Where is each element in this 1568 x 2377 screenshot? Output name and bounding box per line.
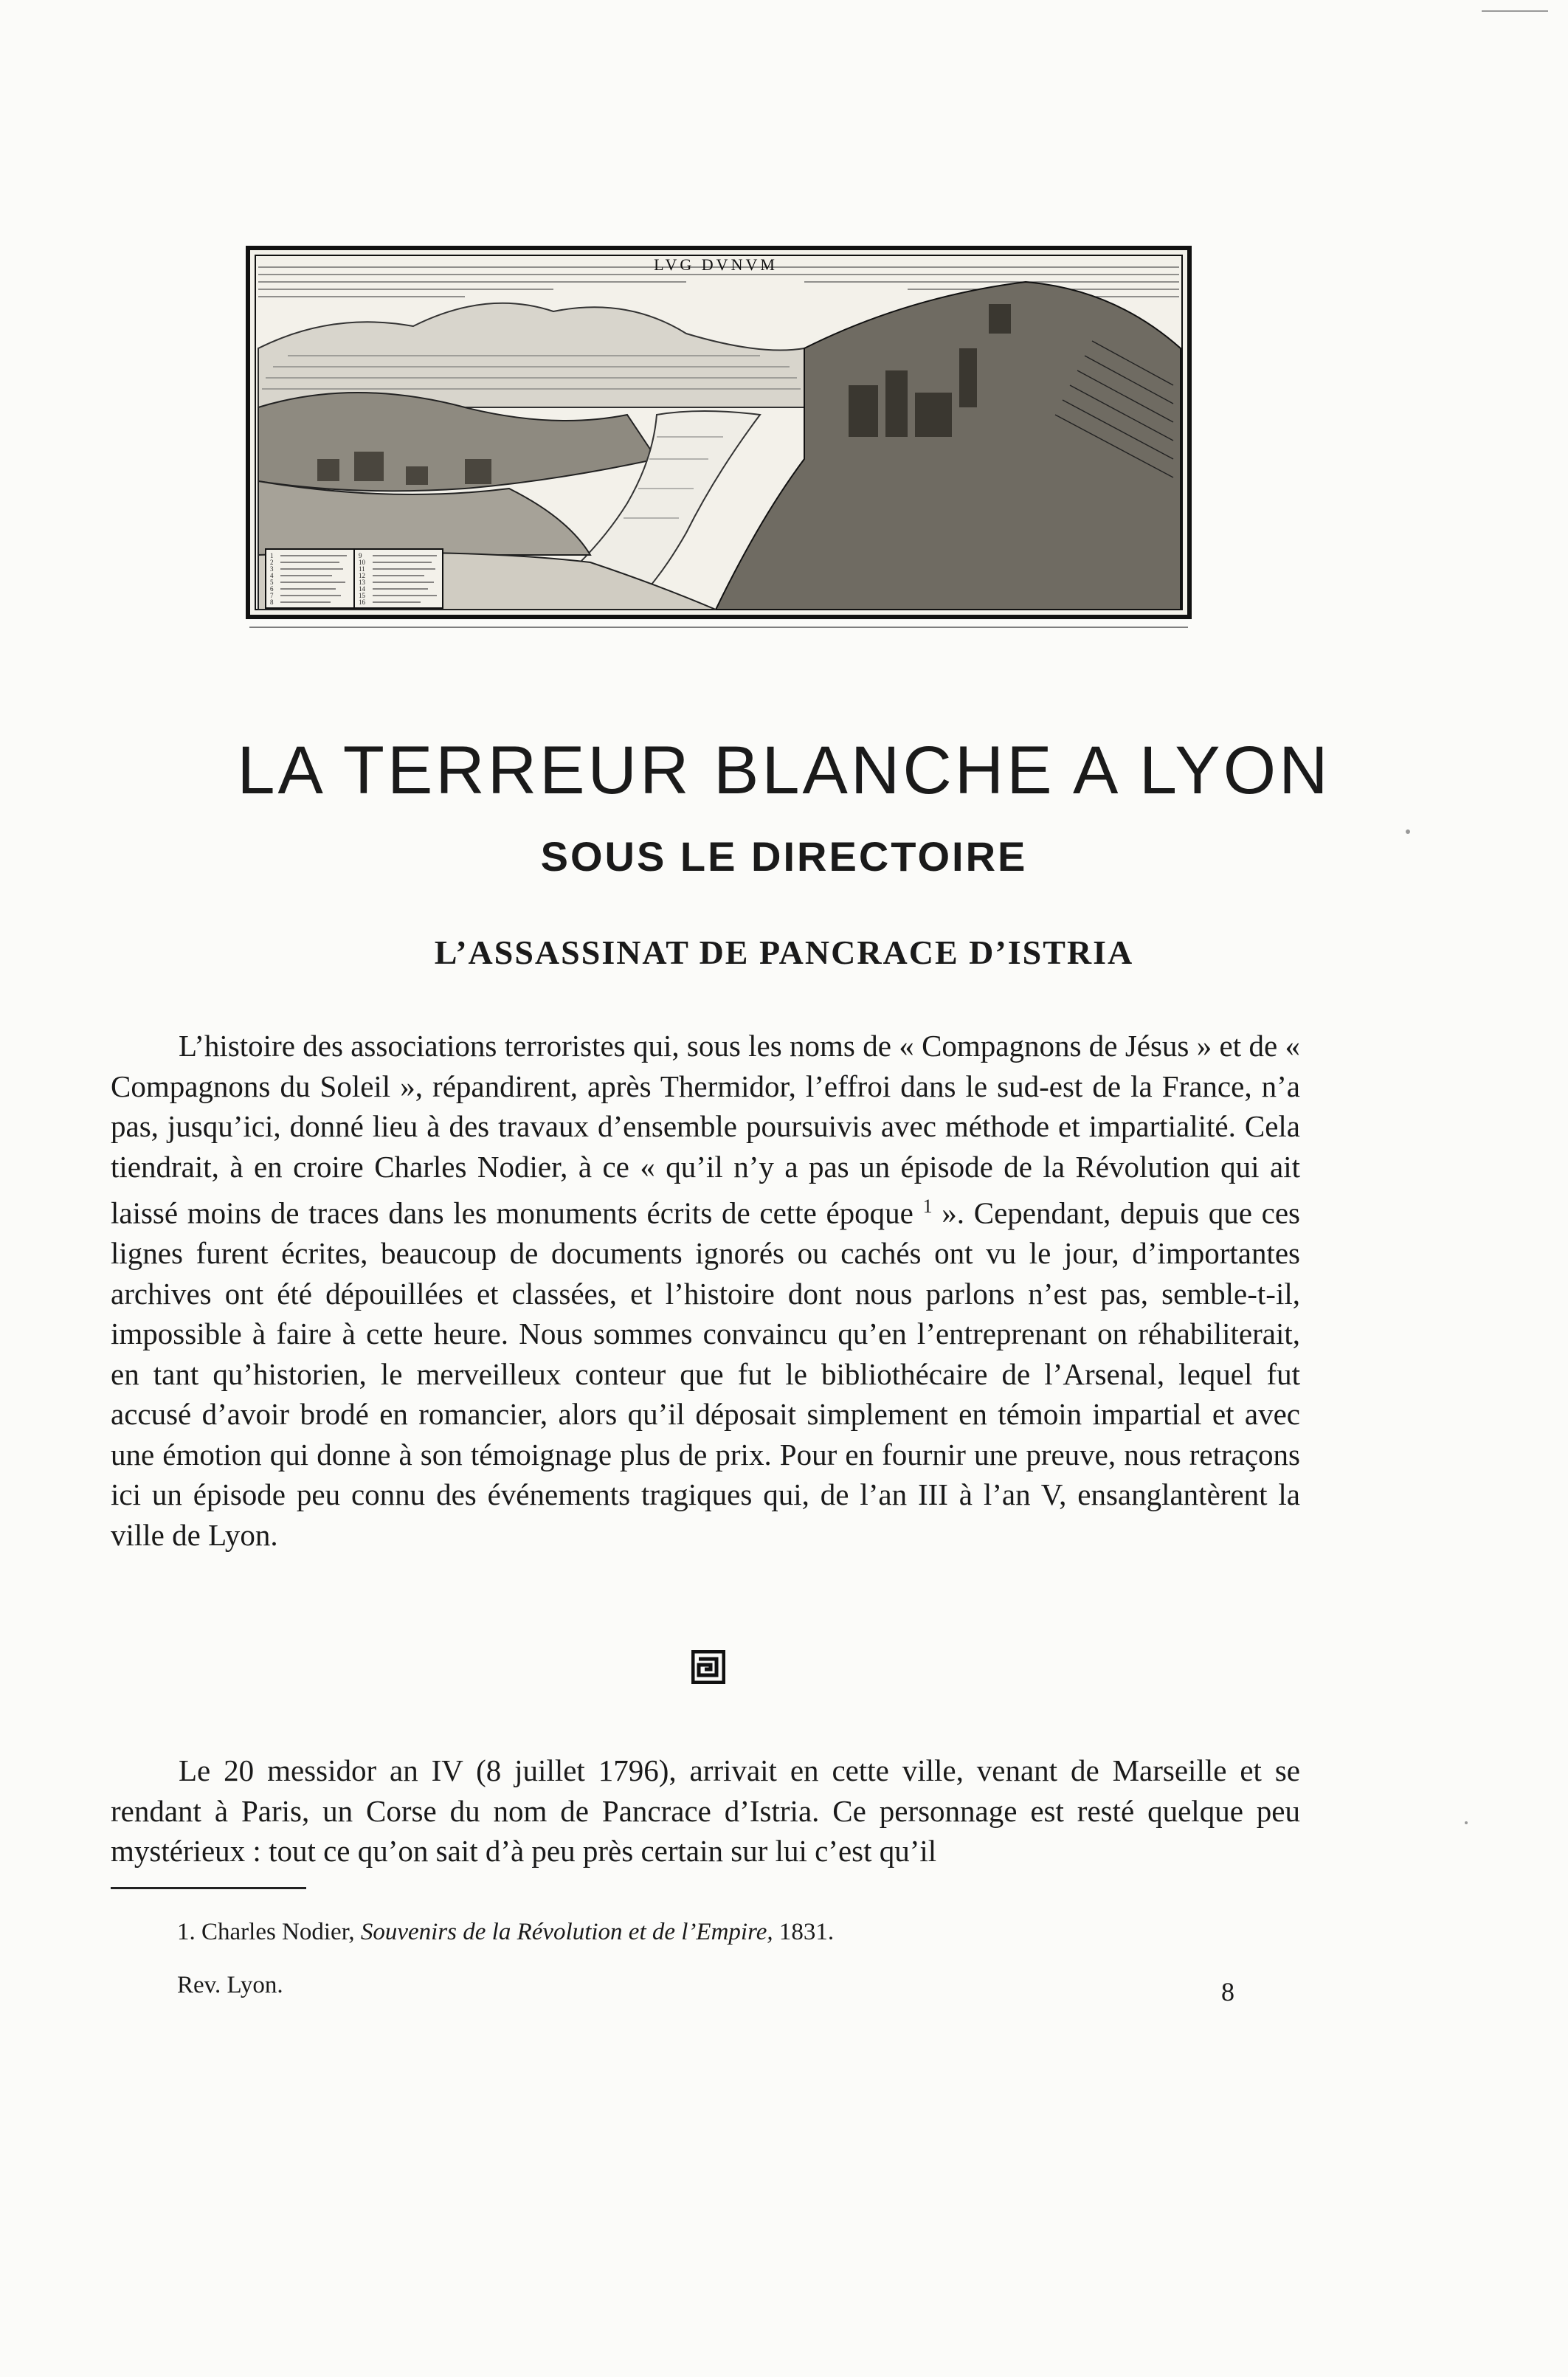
scan-speck xyxy=(1482,10,1548,12)
page-number: 8 xyxy=(1221,1977,1234,2007)
svg-text:5: 5 xyxy=(270,579,274,586)
section-heading: L’ASSASSINAT DE PANCRACE D’ISTRIA xyxy=(434,934,1134,971)
section-ornament-icon xyxy=(691,1650,725,1684)
engraving-picture xyxy=(244,238,1194,630)
svg-text:16: 16 xyxy=(359,598,365,606)
svg-text:2: 2 xyxy=(270,559,274,566)
svg-text:14: 14 xyxy=(359,585,365,593)
svg-text:7: 7 xyxy=(270,592,274,599)
svg-text:6: 6 xyxy=(270,585,274,593)
footnote-work: Souvenirs de la Révolution et de l’Empire, xyxy=(360,1919,773,1945)
paragraph-1-text-a: L’histoire des associations terroristes qui, sous les noms de « Compagnons de Jésus » et de « Compagnons du Soleil », répandirent, après Thermidor, l’effroi dans le sud-est de la France, n’a pas, jusqu’ici, donné lieu à des travaux d’ensemble poursuivis avec méthode et impartialité. Cela tiendrait, à en croire Charles Nodier, à ce « qu’il n’y a pas un épisode de la Révolution qui ait laissé moins de traces dans les monuments écrits de cette époque xyxy=(111,1029,1300,1230)
scan-speck xyxy=(1406,829,1410,834)
svg-text:13: 13 xyxy=(359,579,365,586)
svg-text:4: 4 xyxy=(270,572,274,579)
legend-item: 1 xyxy=(270,552,274,559)
article-subtitle: SOUS LE DIRECTOIRE xyxy=(540,833,1028,880)
footnote-year: 1831. xyxy=(778,1919,835,1945)
engraving-lugdunum xyxy=(244,238,1194,630)
paragraph-1 xyxy=(111,1026,1300,1555)
svg-text:15: 15 xyxy=(359,592,365,599)
svg-text:11: 11 xyxy=(359,565,365,573)
footnote xyxy=(177,1919,834,1946)
journal-signature: Rev. Lyon. xyxy=(177,1972,283,1998)
svg-text:12: 12 xyxy=(359,572,365,579)
article-title: LA TERREUR BLANCHE A LYON xyxy=(237,733,1331,808)
svg-text:9: 9 xyxy=(359,552,362,559)
footnote-divider xyxy=(111,1887,306,1889)
paragraph-2: Le 20 messidor an IV (8 juillet 1796), arrivait en cette ville, venant de Marseille et se rendant à Paris, un Corse du nom de Pancrace d’Istria. Ce personnage est resté quelque peu mystérieux : tout ce qu’on sait d’à peu près certain sur lui c’est qu’il xyxy=(111,1753,1300,1868)
scan-speck xyxy=(1465,1821,1468,1824)
svg-text:8: 8 xyxy=(270,598,274,606)
svg-text:10: 10 xyxy=(359,559,365,566)
footnote-author: Charles Nodier, xyxy=(201,1919,355,1945)
footnote-number: 1. xyxy=(177,1919,196,1945)
engraving-caption: LVG DVNVM xyxy=(654,255,778,274)
svg-text:3: 3 xyxy=(270,565,274,573)
paragraph-1-text-b: ». Cependant, depuis que ces lignes furent écrites, beaucoup de documents ignorés ou cachés ont vu le jour, d’importantes archives ont été dépouillées et classées, et l’histoire dont nous parlons n’est pas, semble-t-il, impossible à faire à cette heure. Nous sommes convaincu qu’en l’entreprenant on réhabiliterait, en tant qu’historien, le merveilleux conteur que fut le bibliothécaire de l’Arsenal, lequel fut accusé d’avoir brodé en romancier, alors qu’il déposait simplement en témoin impartial et avec une émotion qui donne à son témoignage plus de prix. Pour en fournir une preuve, nous retraçons ici un épisode peu connu des événements tragiques qui, de l’an III à l’an V, ensanglantèrent la ville de Lyon. xyxy=(111,1196,1300,1552)
footnote-reference: 1 xyxy=(922,1196,933,1217)
